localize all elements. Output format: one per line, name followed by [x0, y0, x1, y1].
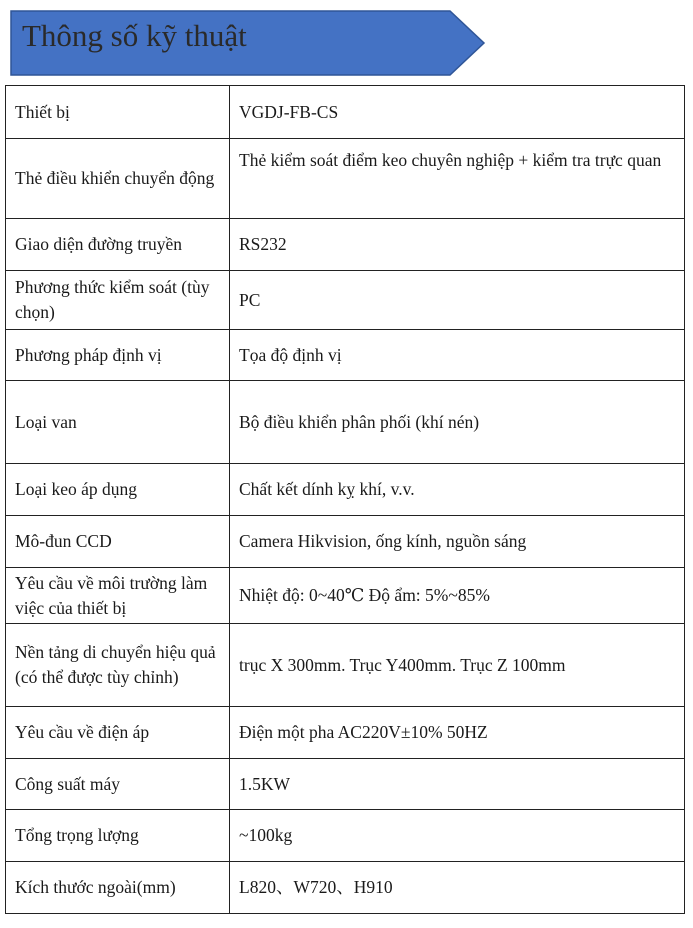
- spec-label: Thẻ điều khiển chuyển động: [6, 139, 230, 219]
- spec-row-power: [6, 759, 685, 810]
- spec-label: Công suất máy: [6, 759, 230, 810]
- spec-label: Kích thước ngoài(mm): [6, 862, 230, 914]
- spec-row-weight: [6, 810, 685, 862]
- specifications-table: [5, 85, 685, 914]
- spec-row-travel-platform: [6, 624, 685, 707]
- spec-value: 1.5KW: [230, 759, 685, 810]
- spec-row-positioning-method: [6, 330, 685, 381]
- spec-label: Phương pháp định vị: [6, 330, 230, 381]
- spec-label: Mô-đun CCD: [6, 516, 230, 568]
- spec-row-interface: [6, 219, 685, 271]
- spec-label: Phương thức kiểm soát (tùy chọn): [6, 271, 230, 330]
- spec-label: Tổng trọng lượng: [6, 810, 230, 862]
- spec-label: Nền tảng di chuyển hiệu quả (có thể được tùy chỉnh): [6, 624, 230, 707]
- spec-row-valve-type: [6, 381, 685, 464]
- page-title: Thông số kỹ thuật: [22, 18, 247, 53]
- spec-value: RS232: [230, 219, 685, 271]
- spec-row-working-environment: [6, 568, 685, 624]
- spec-value: Nhiệt độ: 0~40℃ Độ ẩm: 5%~85%: [230, 568, 685, 624]
- spec-row-dimensions: [6, 862, 685, 914]
- spec-label: Loại van: [6, 381, 230, 464]
- spec-value: PC: [230, 271, 685, 330]
- spec-value: Thẻ kiểm soát điểm keo chuyên nghiệp + kiểm tra trực quan: [230, 139, 685, 219]
- spec-row-adhesive-type: [6, 464, 685, 516]
- spec-value: Chất kết dính kỵ khí, v.v.: [230, 464, 685, 516]
- spec-row-ccd-module: [6, 516, 685, 568]
- spec-value: Bộ điều khiển phân phối (khí nén): [230, 381, 685, 464]
- spec-value: VGDJ-FB-CS: [230, 86, 685, 139]
- spec-value: trục X 300mm. Trục Y400mm. Trục Z 100mm: [230, 624, 685, 707]
- section-header-banner: [10, 10, 486, 76]
- spec-value: L820、W720、H910: [230, 862, 685, 914]
- spec-label: Thiết bị: [6, 86, 230, 139]
- spec-label: Yêu cầu về điện áp: [6, 707, 230, 759]
- spec-row-motion-control-card: [6, 139, 685, 219]
- spec-row-control-method: [6, 271, 685, 330]
- spec-row-voltage: [6, 707, 685, 759]
- spec-value: Tọa độ định vị: [230, 330, 685, 381]
- spec-value: Điện một pha AC220V±10% 50HZ: [230, 707, 685, 759]
- spec-label: Giao diện đường truyền: [6, 219, 230, 271]
- spec-row-device: [6, 86, 685, 139]
- spec-label: Yêu cầu về môi trường làm việc của thiết bị: [6, 568, 230, 624]
- spec-value: Camera Hikvision, ống kính, nguồn sáng: [230, 516, 685, 568]
- spec-value: ~100kg: [230, 810, 685, 862]
- spec-label: Loại keo áp dụng: [6, 464, 230, 516]
